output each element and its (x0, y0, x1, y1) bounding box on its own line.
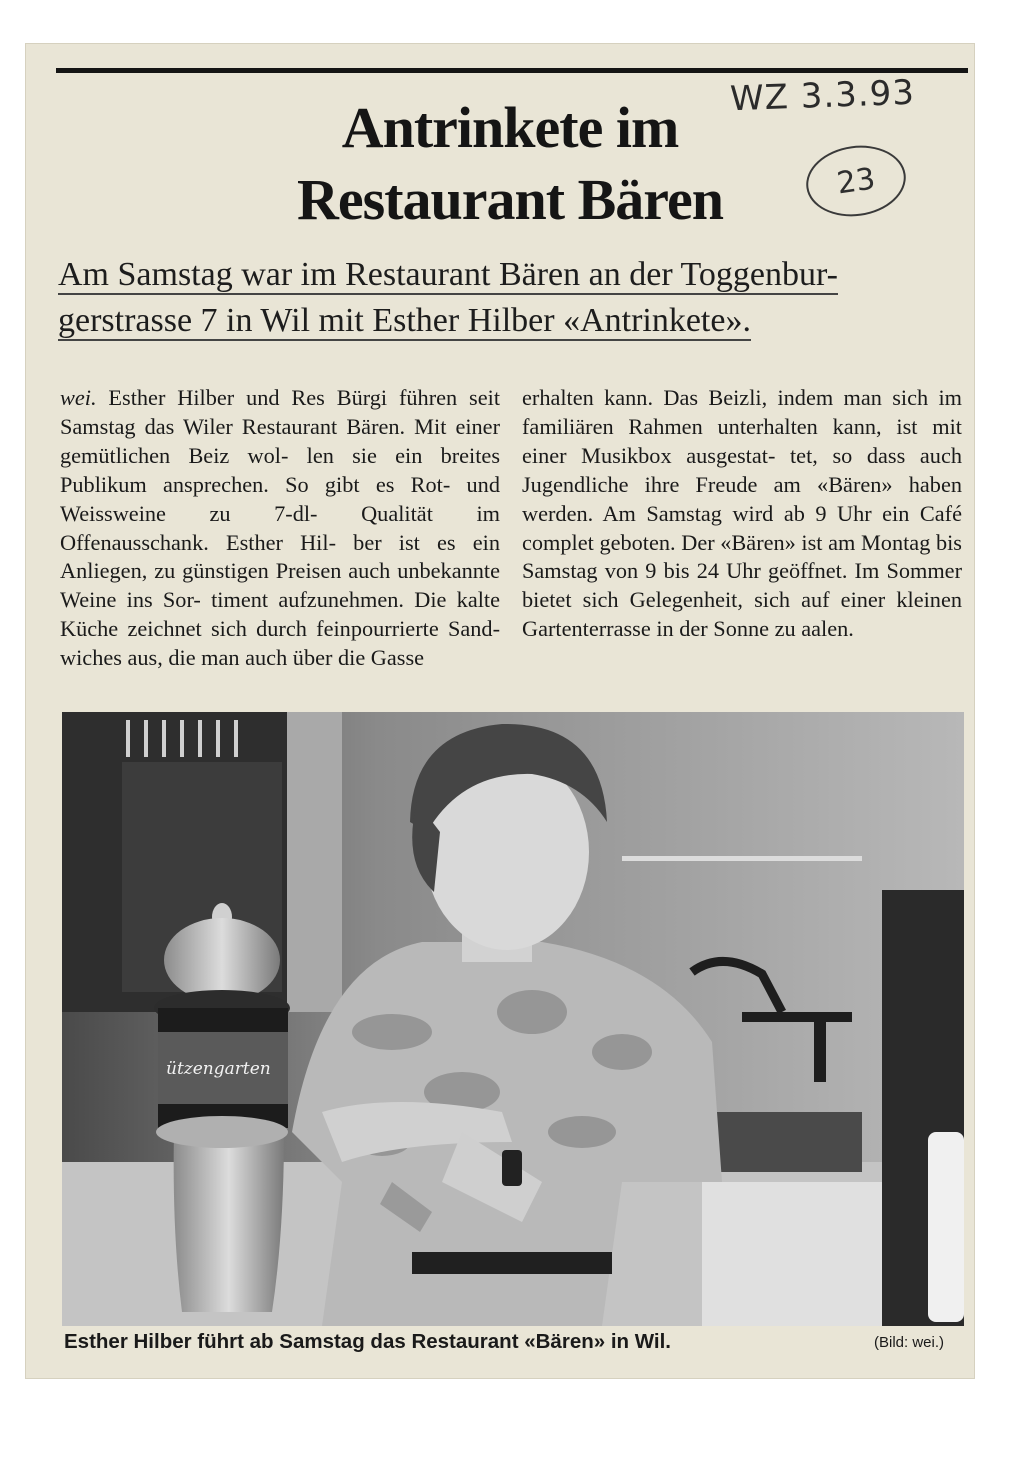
col2-line: tet, so dass auch Jugendliche ihre Freude (522, 442, 962, 497)
col1-line: seit Samstag das Wiler Restaurant (60, 385, 501, 439)
col1-line: Esther Hilber und Res Bürgi führen (108, 385, 458, 410)
byline: wei. (60, 385, 97, 410)
wristwatch (502, 1150, 522, 1186)
col2-line: sich im familiären Rahmen unterhalten (522, 385, 963, 439)
col1-line: zeichnet sich durch feinpourrierte Sand- (127, 616, 500, 642)
col2-line: kann, ist mit einer Musikbox ausgestat- (522, 413, 962, 468)
headline-line-1: Antrinkete im (341, 95, 679, 160)
rail (622, 856, 862, 861)
article-body (60, 384, 962, 673)
col2-line: erhalten kann. Das Beizli, indem man (522, 385, 882, 410)
col2-line: aalen. (801, 616, 854, 642)
col1-line: timent aufzunehmen. Die kalte Küche (60, 587, 500, 642)
col1-line: len sie ein breites Publikum ansprechen. (60, 442, 501, 497)
circled-number: 23 (802, 139, 911, 222)
subhead-line-1: Am Samstag war im Restaurant Bären an der Toggenbur- (58, 256, 838, 293)
col2-line: Der «Bären» ist am Montag bis Samstag (522, 529, 962, 584)
photo-illustration (62, 712, 964, 1326)
headline-line-2: Restaurant Bären (297, 167, 723, 232)
photo-credit: (Bild: wei.) (874, 1334, 945, 1351)
col1-line: So gibt es Rot- und Weissweine zu 7-dl- (60, 471, 500, 526)
article-photo (62, 712, 964, 1326)
photo-caption: Esther Hilber führt ab Samstag das Restaurant «Bären» in Wil. (64, 1330, 672, 1353)
top-rule (56, 68, 968, 73)
col1-line: Qualität im Offenausschank. Esther Hil- (60, 500, 500, 555)
col2-line: von 9 bis 24 Uhr geöffnet. Im Sommer (604, 558, 962, 584)
jar-label: ützengarten (166, 1059, 271, 1079)
col2-line: bietet sich Gelegenheit, sich auf einer (522, 587, 886, 613)
col1-line: Bären. Mit einer gemütlichen Beiz wol- (60, 413, 501, 468)
col2-line: am «Bären» haben werden. Am Samstag (522, 471, 962, 526)
col1-line: ber ist es ein Anliegen, zu günstigen (60, 529, 500, 584)
subheadline (58, 252, 964, 344)
handwritten-date: WZ 3.3.93 (729, 72, 916, 120)
article-column-1 (60, 384, 500, 673)
col1-line: Preisen auch unbekannte Weine ins Sor- (60, 558, 500, 613)
article-column-2 (522, 384, 962, 673)
subhead-line-2: gerstrasse 7 in Wil mit Esther Hilber «Antrinkete». (58, 302, 751, 339)
col2-line: wird ab 9 Uhr ein Café complet geboten. (522, 500, 962, 555)
col1-line: wiches aus, die man auch über die Gasse (60, 645, 425, 671)
belt (412, 1252, 612, 1274)
col2-line: kleinen Gartenterrasse in der Sonne zu (522, 587, 963, 642)
